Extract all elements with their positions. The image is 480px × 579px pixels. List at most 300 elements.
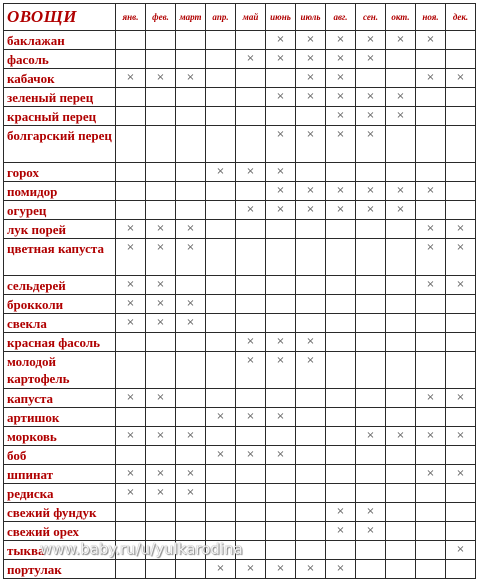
- season-mark: ×: [336, 204, 345, 215]
- month-cell: [356, 522, 386, 541]
- season-mark: ×: [396, 34, 405, 45]
- season-mark: ×: [366, 525, 375, 536]
- month-cell: [326, 465, 356, 484]
- month-cell: [146, 560, 176, 579]
- month-cell: [206, 239, 236, 276]
- month-cell: [176, 465, 206, 484]
- month-cell: [206, 69, 236, 88]
- month-cell: [206, 295, 236, 314]
- month-cell: [416, 389, 446, 408]
- month-cell: [116, 163, 146, 182]
- table-row: [4, 408, 476, 427]
- month-cell: [236, 50, 266, 69]
- month-cell: [326, 541, 356, 560]
- month-cell: [176, 314, 206, 333]
- season-mark: ×: [216, 411, 225, 422]
- month-cell: [206, 314, 236, 333]
- month-cell: [416, 314, 446, 333]
- month-cell: [296, 465, 326, 484]
- month-cell: [266, 560, 296, 579]
- table-row: [4, 295, 476, 314]
- month-cell: [236, 220, 266, 239]
- month-cell: [446, 541, 476, 560]
- month-cell: [416, 88, 446, 107]
- month-cell: [236, 276, 266, 295]
- month-cell: [116, 314, 146, 333]
- month-cell: [326, 484, 356, 503]
- month-cell: [416, 503, 446, 522]
- month-cell: [266, 239, 296, 276]
- vegetable-name: лук порей: [4, 220, 116, 239]
- month-cell: [236, 541, 266, 560]
- month-cell: [446, 69, 476, 88]
- month-cell: [446, 163, 476, 182]
- month-cell: [116, 107, 146, 126]
- month-cell: [266, 50, 296, 69]
- month-cell: [416, 107, 446, 126]
- month-cell: [236, 239, 266, 276]
- season-mark: ×: [246, 336, 255, 347]
- month-cell: [416, 522, 446, 541]
- month-cell: [446, 201, 476, 220]
- month-cell: [356, 314, 386, 333]
- season-mark: ×: [186, 487, 195, 498]
- month-cell: [296, 220, 326, 239]
- season-mark: ×: [186, 242, 195, 253]
- season-mark: ×: [246, 411, 255, 422]
- table-row: [4, 333, 476, 352]
- season-mark: ×: [276, 355, 285, 366]
- month-cell: [176, 522, 206, 541]
- month-cell: [146, 314, 176, 333]
- month-cell: [176, 126, 206, 163]
- month-cell: [386, 107, 416, 126]
- season-mark: ×: [366, 204, 375, 215]
- season-mark: ×: [396, 91, 405, 102]
- month-cell: [356, 484, 386, 503]
- month-cell: [386, 389, 416, 408]
- month-cell: [176, 389, 206, 408]
- month-cell: [266, 427, 296, 446]
- month-cell: [146, 220, 176, 239]
- table-row: [4, 446, 476, 465]
- season-mark: ×: [306, 355, 315, 366]
- vegetable-name: молодой картофель: [4, 352, 116, 389]
- season-mark: ×: [366, 34, 375, 45]
- month-cell: [206, 333, 236, 352]
- month-cell: [176, 427, 206, 446]
- season-mark: ×: [276, 91, 285, 102]
- month-cell: [326, 50, 356, 69]
- vegetable-name: морковь: [4, 427, 116, 446]
- month-cell: [296, 88, 326, 107]
- vegetable-name: красная фасоль: [4, 333, 116, 352]
- month-header-may: май: [236, 4, 266, 31]
- month-cell: [296, 50, 326, 69]
- vegetable-name: цветная капуста: [4, 239, 116, 276]
- season-mark: ×: [216, 166, 225, 177]
- month-cell: [356, 503, 386, 522]
- month-cell: [386, 427, 416, 446]
- season-mark: ×: [126, 487, 135, 498]
- month-cell: [356, 427, 386, 446]
- month-cell: [296, 314, 326, 333]
- season-mark: ×: [336, 72, 345, 83]
- month-cell: [116, 126, 146, 163]
- month-cell: [176, 352, 206, 389]
- season-mark: ×: [126, 223, 135, 234]
- season-mark: ×: [276, 411, 285, 422]
- month-cell: [386, 408, 416, 427]
- season-mark: ×: [306, 185, 315, 196]
- season-mark: ×: [156, 468, 165, 479]
- month-cell: [386, 220, 416, 239]
- month-cell: [326, 522, 356, 541]
- month-cell: [176, 239, 206, 276]
- month-cell: [266, 446, 296, 465]
- month-cell: [236, 314, 266, 333]
- month-cell: [326, 182, 356, 201]
- month-cell: [146, 522, 176, 541]
- table-row: [4, 465, 476, 484]
- month-cell: [206, 522, 236, 541]
- month-cell: [326, 333, 356, 352]
- month-cell: [326, 201, 356, 220]
- season-mark: ×: [276, 204, 285, 215]
- month-cell: [236, 182, 266, 201]
- month-cell: [386, 446, 416, 465]
- month-cell: [356, 541, 386, 560]
- month-cell: [296, 126, 326, 163]
- season-mark: ×: [426, 279, 435, 290]
- month-cell: [206, 182, 236, 201]
- month-cell: [296, 295, 326, 314]
- month-cell: [326, 352, 356, 389]
- month-cell: [446, 314, 476, 333]
- table-row: [4, 50, 476, 69]
- month-cell: [446, 427, 476, 446]
- season-mark: ×: [426, 34, 435, 45]
- month-cell: [176, 50, 206, 69]
- season-mark: ×: [336, 563, 345, 574]
- month-cell: [176, 88, 206, 107]
- month-cell: [116, 295, 146, 314]
- month-cell: [326, 69, 356, 88]
- month-cell: [176, 484, 206, 503]
- month-cell: [116, 276, 146, 295]
- season-mark: ×: [456, 242, 465, 253]
- month-cell: [116, 389, 146, 408]
- season-mark: ×: [366, 129, 375, 140]
- month-cell: [266, 182, 296, 201]
- month-cell: [266, 352, 296, 389]
- month-cell: [356, 560, 386, 579]
- month-cell: [176, 276, 206, 295]
- table-row: [4, 352, 476, 389]
- month-cell: [206, 503, 236, 522]
- month-cell: [116, 446, 146, 465]
- month-cell: [116, 333, 146, 352]
- month-cell: [386, 295, 416, 314]
- month-cell: [116, 352, 146, 389]
- month-cell: [296, 560, 326, 579]
- month-cell: [416, 126, 446, 163]
- month-cell: [206, 88, 236, 107]
- month-cell: [236, 163, 266, 182]
- season-mark: ×: [246, 166, 255, 177]
- table-row: [4, 389, 476, 408]
- month-cell: [176, 201, 206, 220]
- month-cell: [206, 427, 236, 446]
- month-cell: [236, 503, 266, 522]
- month-cell: [386, 276, 416, 295]
- table-row: [4, 560, 476, 579]
- month-cell: [206, 446, 236, 465]
- season-mark: ×: [306, 204, 315, 215]
- month-cell: [206, 31, 236, 50]
- season-mark: ×: [126, 242, 135, 253]
- month-cell: [356, 295, 386, 314]
- month-cell: [116, 201, 146, 220]
- month-cell: [386, 333, 416, 352]
- month-cell: [416, 276, 446, 295]
- month-cell: [326, 560, 356, 579]
- season-mark: ×: [366, 185, 375, 196]
- month-cell: [176, 560, 206, 579]
- month-header-oct: окт.: [386, 4, 416, 31]
- season-mark: ×: [276, 166, 285, 177]
- month-cell: [446, 465, 476, 484]
- month-cell: [146, 427, 176, 446]
- month-cell: [296, 201, 326, 220]
- season-mark: ×: [336, 91, 345, 102]
- season-mark: ×: [336, 185, 345, 196]
- month-header-dec: дек.: [446, 4, 476, 31]
- season-mark: ×: [396, 430, 405, 441]
- month-cell: [266, 163, 296, 182]
- month-cell: [176, 446, 206, 465]
- month-cell: [356, 163, 386, 182]
- month-cell: [116, 31, 146, 50]
- month-cell: [356, 408, 386, 427]
- season-mark: ×: [156, 242, 165, 253]
- month-cell: [116, 220, 146, 239]
- month-cell: [146, 182, 176, 201]
- month-cell: [446, 333, 476, 352]
- month-cell: [116, 522, 146, 541]
- month-cell: [356, 182, 386, 201]
- season-mark: ×: [456, 392, 465, 403]
- vegetable-name: горох: [4, 163, 116, 182]
- month-cell: [416, 446, 446, 465]
- month-cell: [356, 201, 386, 220]
- season-mark: ×: [156, 392, 165, 403]
- month-cell: [296, 163, 326, 182]
- month-cell: [416, 31, 446, 50]
- season-mark: ×: [366, 53, 375, 64]
- table-row: [4, 107, 476, 126]
- month-cell: [116, 239, 146, 276]
- month-cell: [416, 541, 446, 560]
- watermark-text: www.baby.ru/u/yulkarodina: [40, 540, 243, 558]
- month-cell: [356, 69, 386, 88]
- month-cell: [356, 446, 386, 465]
- table-row: [4, 182, 476, 201]
- month-cell: [176, 107, 206, 126]
- season-mark: ×: [336, 34, 345, 45]
- month-cell: [266, 389, 296, 408]
- month-cell: [266, 333, 296, 352]
- month-cell: [296, 276, 326, 295]
- season-mark: ×: [366, 110, 375, 121]
- month-cell: [386, 541, 416, 560]
- month-cell: [236, 295, 266, 314]
- vegetable-season-table: [3, 3, 476, 579]
- month-cell: [236, 389, 266, 408]
- season-mark: ×: [186, 298, 195, 309]
- month-cell: [296, 333, 326, 352]
- season-mark: ×: [186, 468, 195, 479]
- table-row: [4, 220, 476, 239]
- month-cell: [446, 352, 476, 389]
- month-cell: [236, 446, 266, 465]
- vegetable-name: баклажан: [4, 31, 116, 50]
- month-cell: [146, 31, 176, 50]
- season-mark: ×: [366, 506, 375, 517]
- table-row: [4, 31, 476, 50]
- month-cell: [296, 239, 326, 276]
- month-cell: [236, 484, 266, 503]
- month-cell: [296, 503, 326, 522]
- month-cell: [416, 560, 446, 579]
- month-cell: [446, 560, 476, 579]
- month-cell: [296, 427, 326, 446]
- month-cell: [356, 276, 386, 295]
- table-row: [4, 314, 476, 333]
- month-cell: [356, 31, 386, 50]
- month-cell: [386, 352, 416, 389]
- month-cell: [266, 31, 296, 50]
- month-cell: [146, 503, 176, 522]
- season-mark: ×: [216, 449, 225, 460]
- season-mark: ×: [156, 279, 165, 290]
- month-cell: [146, 276, 176, 295]
- month-cell: [326, 446, 356, 465]
- table-row: [4, 484, 476, 503]
- season-mark: ×: [156, 487, 165, 498]
- month-cell: [266, 484, 296, 503]
- month-cell: [446, 408, 476, 427]
- month-header-mar: март: [176, 4, 206, 31]
- month-cell: [146, 541, 176, 560]
- month-cell: [236, 201, 266, 220]
- season-mark: ×: [456, 279, 465, 290]
- month-cell: [266, 126, 296, 163]
- month-header-jun: июнь: [266, 4, 296, 31]
- season-mark: ×: [246, 204, 255, 215]
- month-cell: [326, 314, 356, 333]
- month-cell: [416, 50, 446, 69]
- month-cell: [326, 503, 356, 522]
- month-cell: [416, 182, 446, 201]
- month-cell: [206, 560, 236, 579]
- vegetable-name: фасоль: [4, 50, 116, 69]
- season-mark: ×: [306, 34, 315, 45]
- season-mark: ×: [366, 430, 375, 441]
- month-cell: [356, 50, 386, 69]
- month-cell: [446, 50, 476, 69]
- month-cell: [116, 503, 146, 522]
- month-cell: [416, 239, 446, 276]
- month-cell: [206, 126, 236, 163]
- month-cell: [386, 484, 416, 503]
- month-cell: [146, 201, 176, 220]
- month-cell: [176, 408, 206, 427]
- season-mark: ×: [306, 563, 315, 574]
- season-mark: ×: [126, 279, 135, 290]
- month-cell: [176, 295, 206, 314]
- month-cell: [446, 88, 476, 107]
- month-cell: [146, 50, 176, 69]
- month-cell: [236, 88, 266, 107]
- month-cell: [416, 220, 446, 239]
- month-cell: [296, 352, 326, 389]
- season-mark: ×: [396, 185, 405, 196]
- month-cell: [206, 541, 236, 560]
- season-mark: ×: [276, 449, 285, 460]
- table-row: [4, 541, 476, 560]
- month-cell: [206, 50, 236, 69]
- month-cell: [266, 220, 296, 239]
- month-header-feb: фев.: [146, 4, 176, 31]
- month-cell: [116, 88, 146, 107]
- season-mark: ×: [186, 72, 195, 83]
- month-cell: [206, 201, 236, 220]
- month-cell: [236, 427, 266, 446]
- month-cell: [146, 107, 176, 126]
- month-header-jul: июль: [296, 4, 326, 31]
- season-mark: ×: [336, 53, 345, 64]
- season-mark: ×: [426, 223, 435, 234]
- vegetable-name: брокколи: [4, 295, 116, 314]
- month-cell: [176, 163, 206, 182]
- table-row: [4, 163, 476, 182]
- season-mark: ×: [306, 91, 315, 102]
- month-cell: [266, 314, 296, 333]
- month-cell: [446, 295, 476, 314]
- month-cell: [386, 201, 416, 220]
- vegetable-name: болгарский перец: [4, 126, 116, 163]
- month-cell: [386, 126, 416, 163]
- month-cell: [266, 69, 296, 88]
- month-header-nov: ноя.: [416, 4, 446, 31]
- month-header-jan: янв.: [116, 4, 146, 31]
- month-cell: [146, 69, 176, 88]
- season-mark: ×: [156, 72, 165, 83]
- month-cell: [206, 408, 236, 427]
- month-cell: [386, 50, 416, 69]
- season-mark: ×: [276, 34, 285, 45]
- vegetable-name: портулак: [4, 560, 116, 579]
- season-mark: ×: [456, 544, 465, 555]
- month-cell: [206, 465, 236, 484]
- month-cell: [116, 69, 146, 88]
- month-cell: [356, 465, 386, 484]
- season-mark: ×: [336, 129, 345, 140]
- vegetable-name: сельдерей: [4, 276, 116, 295]
- month-cell: [146, 239, 176, 276]
- month-cell: [116, 182, 146, 201]
